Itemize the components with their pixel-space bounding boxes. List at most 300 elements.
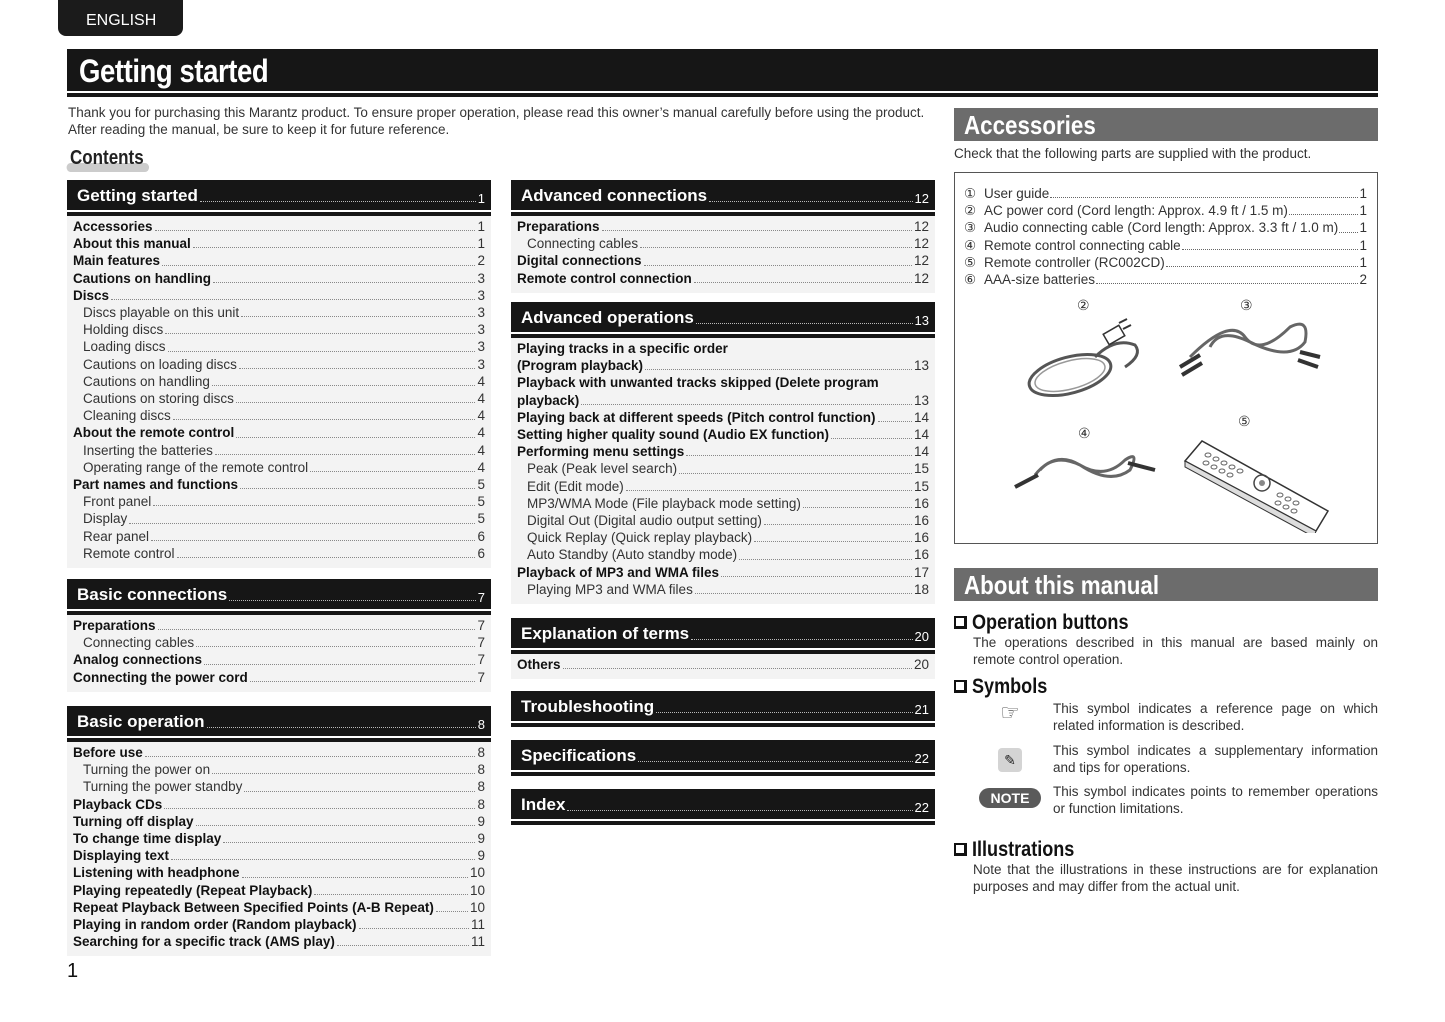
toc-entry-label: Cautions on storing discs xyxy=(83,391,234,407)
leader-dots xyxy=(638,761,912,762)
toc-page: 9 xyxy=(477,848,485,864)
item-number: ② xyxy=(964,203,977,219)
accessories-note: Check that the following parts are supplied with the product. xyxy=(954,146,1312,161)
toc-entry-label: Peak (Peak level search) xyxy=(527,461,678,477)
toc-entry[interactable] xyxy=(517,546,929,563)
toc-section xyxy=(511,180,935,293)
audio-cable-figure xyxy=(1170,297,1330,387)
toc-section-body xyxy=(511,654,935,679)
toc-entry-label: Preparations xyxy=(73,618,156,633)
toc-entry-label: Preparations xyxy=(517,219,600,234)
toc-section xyxy=(511,740,935,770)
toc-entry[interactable] xyxy=(73,617,485,634)
toc-page: 7 xyxy=(477,669,485,685)
toc-page: 4 xyxy=(477,373,485,389)
toc-page: 3 xyxy=(477,322,485,338)
toc-entry[interactable] xyxy=(73,669,485,686)
accessory-quantity: 1 xyxy=(1359,203,1367,219)
toc-entry[interactable] xyxy=(73,796,485,813)
leader-dots xyxy=(581,404,912,405)
toc-page: 3 xyxy=(477,305,485,321)
toc-entry[interactable] xyxy=(517,270,929,287)
toc-entry-label: Display xyxy=(83,511,128,527)
leader-dots xyxy=(803,507,912,508)
toc-entry[interactable] xyxy=(73,864,485,881)
toc-entry[interactable] xyxy=(517,443,929,460)
toc-section xyxy=(67,579,491,692)
toc-entry-label: Digital connections xyxy=(517,253,642,269)
toc-entry[interactable] xyxy=(73,321,485,338)
toc-entry-label: Discs xyxy=(73,287,110,303)
toc-section-heading[interactable] xyxy=(511,302,935,332)
toc-entry[interactable] xyxy=(73,373,485,390)
toc-page: 6 xyxy=(477,545,485,561)
toc-page: 5 xyxy=(477,494,485,510)
leader-dots xyxy=(212,385,476,386)
figure-number: ④ xyxy=(1078,425,1091,441)
leader-dots xyxy=(207,727,476,728)
leader-dots xyxy=(721,576,912,577)
toc-entry[interactable] xyxy=(73,545,485,562)
toc-entry-label: Accessories xyxy=(73,219,153,234)
toc-section-heading[interactable] xyxy=(511,740,935,770)
toc-entry[interactable] xyxy=(73,459,485,476)
toc-entry-label: Main features xyxy=(73,253,161,269)
toc-page: 3 xyxy=(477,270,485,286)
leader-dots xyxy=(204,664,475,665)
audio-cable-icon xyxy=(1170,297,1330,387)
toc-page: 10 xyxy=(469,865,485,881)
symbol-description: This symbol indicates a reference page on which related information is described. xyxy=(1053,701,1378,733)
toc-entry[interactable] xyxy=(73,287,485,304)
toc-entry-label: Analog connections xyxy=(73,652,203,668)
leader-dots xyxy=(193,247,476,248)
toc-page: 9 xyxy=(477,831,485,847)
checkbox-bullet-icon xyxy=(954,616,967,629)
toc-page: 16 xyxy=(913,530,929,546)
item-number: ④ xyxy=(964,237,977,253)
leader-dots xyxy=(1096,283,1358,284)
toc-page: 22 xyxy=(914,751,929,766)
toc-section xyxy=(511,302,935,604)
toc-entry[interactable] xyxy=(73,442,485,459)
title-rule xyxy=(67,93,1378,97)
accessory-item xyxy=(964,237,1367,254)
leader-dots xyxy=(229,600,476,601)
toc-entry[interactable] xyxy=(73,761,485,778)
toc-entry-label: Connecting cables xyxy=(83,635,195,651)
leader-dots xyxy=(567,810,912,811)
toc-page: 11 xyxy=(470,934,485,950)
toc-entry[interactable] xyxy=(73,510,485,527)
toc-page: 4 xyxy=(477,391,485,407)
toc-entry-label: Playing MP3 and WMA files xyxy=(527,581,693,597)
toc-page: 1 xyxy=(477,219,485,234)
leader-dots xyxy=(436,911,468,912)
accessory-item xyxy=(964,202,1367,219)
toc-page: 16 xyxy=(913,495,929,511)
accessory-item xyxy=(964,254,1367,271)
toc-entry-label: Displaying text xyxy=(73,848,170,864)
leader-dots xyxy=(878,421,912,422)
symbol-description: This symbol indicates points to remember operations or function limitations. xyxy=(1053,784,1378,816)
toc-page: 10 xyxy=(469,899,485,915)
leader-dots xyxy=(696,323,913,324)
toc-entry-label: playback) xyxy=(517,392,580,408)
item-number: ① xyxy=(964,186,977,201)
leader-dots xyxy=(337,945,469,946)
page-title-bar xyxy=(67,49,1378,91)
page-title: Getting started xyxy=(79,53,269,89)
toc-page: 4 xyxy=(477,442,485,458)
toc-entry-label: Inserting the batteries xyxy=(83,442,213,458)
accessory-label: AC power cord (Cord length: Approx. 4.9 ft / 1.5 m) xyxy=(984,203,1288,219)
toc-section-heading[interactable] xyxy=(67,579,491,609)
toc-page: 8 xyxy=(477,762,485,778)
toc-entry[interactable] xyxy=(73,304,485,321)
toc-section-title: Basic operation xyxy=(77,712,205,731)
accessory-label: Remote control connecting cable xyxy=(984,237,1181,253)
toc-page: 5 xyxy=(477,511,485,527)
intro-line: After reading the manual, be sure to keep it for future reference. xyxy=(68,122,450,137)
leader-dots xyxy=(155,230,476,231)
toc-page: 21 xyxy=(914,702,929,717)
toc-entry-label: Rear panel xyxy=(83,528,150,544)
toc-section-heading[interactable] xyxy=(511,789,935,819)
leader-dots xyxy=(691,639,912,640)
toc-section-heading[interactable] xyxy=(67,180,491,210)
leader-dots xyxy=(359,928,469,929)
leader-dots xyxy=(236,437,475,438)
toc-entry-label: Playing tracks in a specific order xyxy=(517,341,728,356)
toc-entry-continued[interactable] xyxy=(517,392,929,409)
toc-entry[interactable] xyxy=(73,634,485,651)
toc-entry[interactable] xyxy=(73,407,485,424)
toc-page: 7 xyxy=(477,618,485,633)
accessory-label: Remote controller (RC002CD) xyxy=(984,254,1165,270)
toc-entry[interactable] xyxy=(517,581,929,598)
leader-dots xyxy=(694,282,912,283)
toc-entry[interactable] xyxy=(73,882,485,899)
toc-page: 17 xyxy=(913,564,929,580)
leader-dots xyxy=(626,490,912,491)
leader-dots xyxy=(640,247,912,248)
leader-dots xyxy=(250,681,476,682)
toc-entry-label: Setting higher quality sound (Audio EX function) xyxy=(517,427,829,443)
leader-dots xyxy=(164,808,475,809)
illustrations-heading: Illustrations xyxy=(954,838,1091,862)
toc-entry[interactable] xyxy=(73,252,485,269)
toc-section-body xyxy=(67,216,491,568)
toc-page: 7 xyxy=(477,590,485,605)
toc-entry[interactable] xyxy=(517,218,929,235)
remote-controller-icon xyxy=(1180,413,1330,533)
toc-page: 22 xyxy=(914,800,929,815)
toc-page: 8 xyxy=(477,779,485,795)
leader-dots xyxy=(644,265,912,266)
toc-page: 12 xyxy=(914,191,929,206)
toc-section xyxy=(67,706,491,956)
pointing-hand-icon: ☞ xyxy=(1000,700,1020,725)
toc-entry-label: Connecting the power cord xyxy=(73,669,248,685)
toc-page: 1 xyxy=(477,236,485,252)
toc-section-body xyxy=(67,615,491,692)
leader-dots xyxy=(200,201,476,202)
toc-entry[interactable] xyxy=(517,564,929,581)
toc-entry[interactable] xyxy=(517,656,929,673)
toc-entry[interactable] xyxy=(517,426,929,443)
intro-line: Thank you for purchasing this Marantz product. To ensure proper operation, please read this owner’s manual carefully before using the product. xyxy=(68,105,925,120)
leader-dots xyxy=(314,894,468,895)
leader-dots xyxy=(241,316,475,317)
toc-page: 7 xyxy=(477,635,485,651)
leader-dots xyxy=(645,369,912,370)
toc-entry[interactable] xyxy=(517,235,929,252)
toc-entry-label: Listening with headphone xyxy=(73,865,240,881)
toc-page: 3 xyxy=(477,339,485,355)
operation-buttons-heading: Operation buttons xyxy=(954,611,1154,635)
remote-cable-icon xyxy=(1010,425,1160,495)
toc-entry[interactable] xyxy=(73,813,485,830)
toc-section-title: Advanced connections xyxy=(521,186,708,205)
toc-page: 13 xyxy=(914,313,929,328)
toc-entry-label: About this manual xyxy=(73,236,191,252)
toc-entry[interactable] xyxy=(73,651,485,668)
leader-dots xyxy=(168,351,476,352)
leader-dots xyxy=(1289,214,1359,215)
toc-page: 8 xyxy=(477,717,485,732)
leader-dots xyxy=(236,402,476,403)
toc-entry-label: Quick Replay (Quick replay playback) xyxy=(527,530,753,546)
leader-dots xyxy=(709,201,912,202)
toc-entry-label: (Program playback) xyxy=(517,358,644,374)
leader-dots xyxy=(686,455,912,456)
power-cord-figure xyxy=(1015,297,1155,407)
toc-entry[interactable] xyxy=(517,252,929,269)
toc-section-title: Index xyxy=(521,795,566,814)
toc-entry[interactable] xyxy=(73,493,485,510)
accessory-label: Audio connecting cable (Cord length: Approx. 3.3 ft / 1.0 m) xyxy=(984,220,1339,236)
leader-dots xyxy=(1339,232,1358,233)
toc-page: 12 xyxy=(913,270,929,286)
figure-number: ③ xyxy=(1240,297,1253,313)
leader-dots xyxy=(1050,197,1358,198)
toc-entry[interactable] xyxy=(73,916,485,933)
contents-heading: Contents xyxy=(70,147,144,169)
leader-dots xyxy=(754,541,912,542)
toc-entry-label: About the remote control xyxy=(73,425,235,441)
illustrations-text: Note that the illustrations in these instructions are for explanation purposes and may differ from the actual unit. xyxy=(973,862,1378,894)
toc-entry[interactable] xyxy=(73,218,485,235)
toc-section-heading[interactable] xyxy=(511,618,935,648)
toc-entry[interactable] xyxy=(517,478,929,495)
toc-entry-label: Loading discs xyxy=(83,339,166,355)
toc-page: 15 xyxy=(913,478,929,494)
toc-entry[interactable] xyxy=(517,495,929,512)
toc-section-body xyxy=(511,216,935,293)
leader-dots xyxy=(244,791,475,792)
leader-dots xyxy=(196,825,476,826)
leader-dots xyxy=(151,540,475,541)
accessory-item xyxy=(964,219,1367,236)
accessories-box xyxy=(954,172,1378,544)
leader-dots xyxy=(196,646,475,647)
language-tab: ENGLISH xyxy=(58,0,183,36)
toc-entry[interactable] xyxy=(73,847,485,864)
accessories-list xyxy=(964,185,1367,288)
toc-page: 18 xyxy=(913,581,929,597)
leader-dots xyxy=(173,419,476,420)
toc-entry-label: Cleaning discs xyxy=(83,408,171,424)
leader-dots xyxy=(764,524,912,525)
toc-page: 12 xyxy=(913,236,929,252)
toc-page: 4 xyxy=(477,408,485,424)
leader-dots xyxy=(129,523,475,524)
accessory-item xyxy=(964,185,1367,202)
toc-entry[interactable] xyxy=(73,830,485,847)
leader-dots xyxy=(145,756,476,757)
toc-page: 20 xyxy=(914,629,929,644)
toc-section xyxy=(511,618,935,679)
leader-dots xyxy=(831,438,912,439)
toc-entry[interactable] xyxy=(517,340,929,357)
toc-page: 16 xyxy=(913,513,929,529)
accessory-quantity: 2 xyxy=(1359,272,1367,288)
toc-entry[interactable] xyxy=(73,899,485,916)
toc-section-body xyxy=(511,338,935,604)
toc-page: 6 xyxy=(477,528,485,544)
item-number: ③ xyxy=(964,220,977,236)
toc-entry-label: Auto Standby (Auto standby mode) xyxy=(527,547,738,563)
intro-text xyxy=(68,104,948,138)
toc-entry[interactable] xyxy=(73,270,485,287)
toc-page: 4 xyxy=(477,425,485,441)
toc-entry-label: Repeat Playback Between Specified Points (A-B Repeat) xyxy=(73,899,434,915)
toc-entry-label: MP3/WMA Mode (File playback mode setting) xyxy=(527,495,801,511)
page-number: 1 xyxy=(67,960,79,982)
accessory-quantity: 1 xyxy=(1359,254,1367,270)
toc-entry[interactable] xyxy=(517,374,929,391)
toc-page: 5 xyxy=(477,477,485,493)
toc-entry-label: Cautions on handling xyxy=(73,270,211,286)
toc-section-title: Explanation of terms xyxy=(521,624,690,643)
toc-entry-label: Remote control connection xyxy=(517,270,692,286)
toc-entry-label: Performing menu settings xyxy=(517,444,685,460)
toc-page: 11 xyxy=(470,917,485,933)
leader-dots xyxy=(171,859,475,860)
toc-section xyxy=(67,180,491,568)
toc-entry[interactable] xyxy=(73,356,485,373)
accessory-quantity: 1 xyxy=(1359,186,1367,201)
toc-page: 9 xyxy=(477,813,485,829)
toc-entry[interactable] xyxy=(73,744,485,761)
toc-entry[interactable] xyxy=(517,512,929,529)
toc-entry-label: Playback of MP3 and WMA files xyxy=(517,564,720,580)
leader-dots xyxy=(242,877,468,878)
toc-page: 3 xyxy=(477,356,485,372)
leader-dots xyxy=(1166,266,1359,267)
toc-entry[interactable] xyxy=(73,933,485,950)
leader-dots xyxy=(656,712,912,713)
toc-entry-label: Searching for a specific track (AMS play) xyxy=(73,934,335,950)
accessories-heading: Accessories xyxy=(954,108,1378,141)
accessory-item xyxy=(964,271,1367,288)
toc-entry[interactable] xyxy=(73,424,485,441)
toc-entry-label: Discs playable on this unit xyxy=(83,305,240,321)
toc-entry-label: Part names and functions xyxy=(73,477,239,493)
leader-dots xyxy=(213,282,475,283)
toc-section-heading[interactable] xyxy=(67,706,491,736)
leader-dots xyxy=(223,842,475,843)
item-number: ⑤ xyxy=(964,254,977,270)
figure-number: ② xyxy=(1077,297,1090,313)
toc-page: 20 xyxy=(913,657,929,672)
pencil-icon: ✎ xyxy=(998,748,1022,772)
toc-entry-label: Others xyxy=(517,657,561,672)
toc-entry-label: Turning the power standby xyxy=(83,779,243,795)
toc-entry-label: Operating range of the remote control xyxy=(83,459,309,475)
toc-section xyxy=(511,789,935,819)
toc-section-heading[interactable] xyxy=(511,691,935,721)
toc-section-title: Advanced operations xyxy=(521,308,694,327)
toc-section-title: Basic connections xyxy=(77,585,228,604)
toc-entry-continued[interactable] xyxy=(517,357,929,374)
leader-dots xyxy=(165,333,475,334)
leader-dots xyxy=(739,559,912,560)
toc-page: 13 xyxy=(913,358,929,374)
leader-dots xyxy=(111,299,475,300)
leader-dots xyxy=(239,368,476,369)
power-cord-icon xyxy=(1015,297,1155,407)
toc-entry-label: Digital Out (Digital audio output setting) xyxy=(527,513,762,529)
toc-entry-label: Edit (Edit mode) xyxy=(527,478,624,494)
toc-entry-label: Holding discs xyxy=(83,322,164,338)
toc-entry-label: Playing repeatedly (Repeat Playback) xyxy=(73,882,313,898)
checkbox-bullet-icon xyxy=(954,843,967,856)
about-manual-heading: About this manual xyxy=(954,568,1378,601)
toc-page: 14 xyxy=(913,427,929,443)
toc-entry-label: Turning off display xyxy=(73,813,194,829)
leader-dots xyxy=(162,265,475,266)
remote-controller-figure xyxy=(1180,413,1330,533)
toc-page: 13 xyxy=(913,392,929,408)
toc-entry-label: Connecting cables xyxy=(527,236,639,252)
toc-entry[interactable] xyxy=(517,529,929,546)
toc-entry[interactable] xyxy=(73,235,485,252)
toc-page: 10 xyxy=(469,882,485,898)
toc-section-title: Troubleshooting xyxy=(521,697,655,716)
toc-entry[interactable] xyxy=(517,460,929,477)
toc-page: 8 xyxy=(477,745,485,760)
toc-page: 16 xyxy=(913,547,929,563)
item-number: ⑥ xyxy=(964,272,977,288)
toc-page: 12 xyxy=(913,219,929,234)
toc-page: 8 xyxy=(477,796,485,812)
toc-page: 15 xyxy=(913,461,929,477)
toc-entry[interactable] xyxy=(73,390,485,407)
toc-entry[interactable] xyxy=(73,338,485,355)
leader-dots xyxy=(158,629,476,630)
leader-dots xyxy=(215,454,476,455)
toc-page: 14 xyxy=(913,444,929,460)
toc-entry-label: Turning the power on xyxy=(83,762,211,778)
toc-entry[interactable] xyxy=(73,528,485,545)
leader-dots xyxy=(212,773,475,774)
toc-entry[interactable] xyxy=(517,409,929,426)
toc-entry[interactable] xyxy=(73,778,485,795)
toc-entry[interactable] xyxy=(73,476,485,493)
toc-section-heading[interactable] xyxy=(511,180,935,210)
